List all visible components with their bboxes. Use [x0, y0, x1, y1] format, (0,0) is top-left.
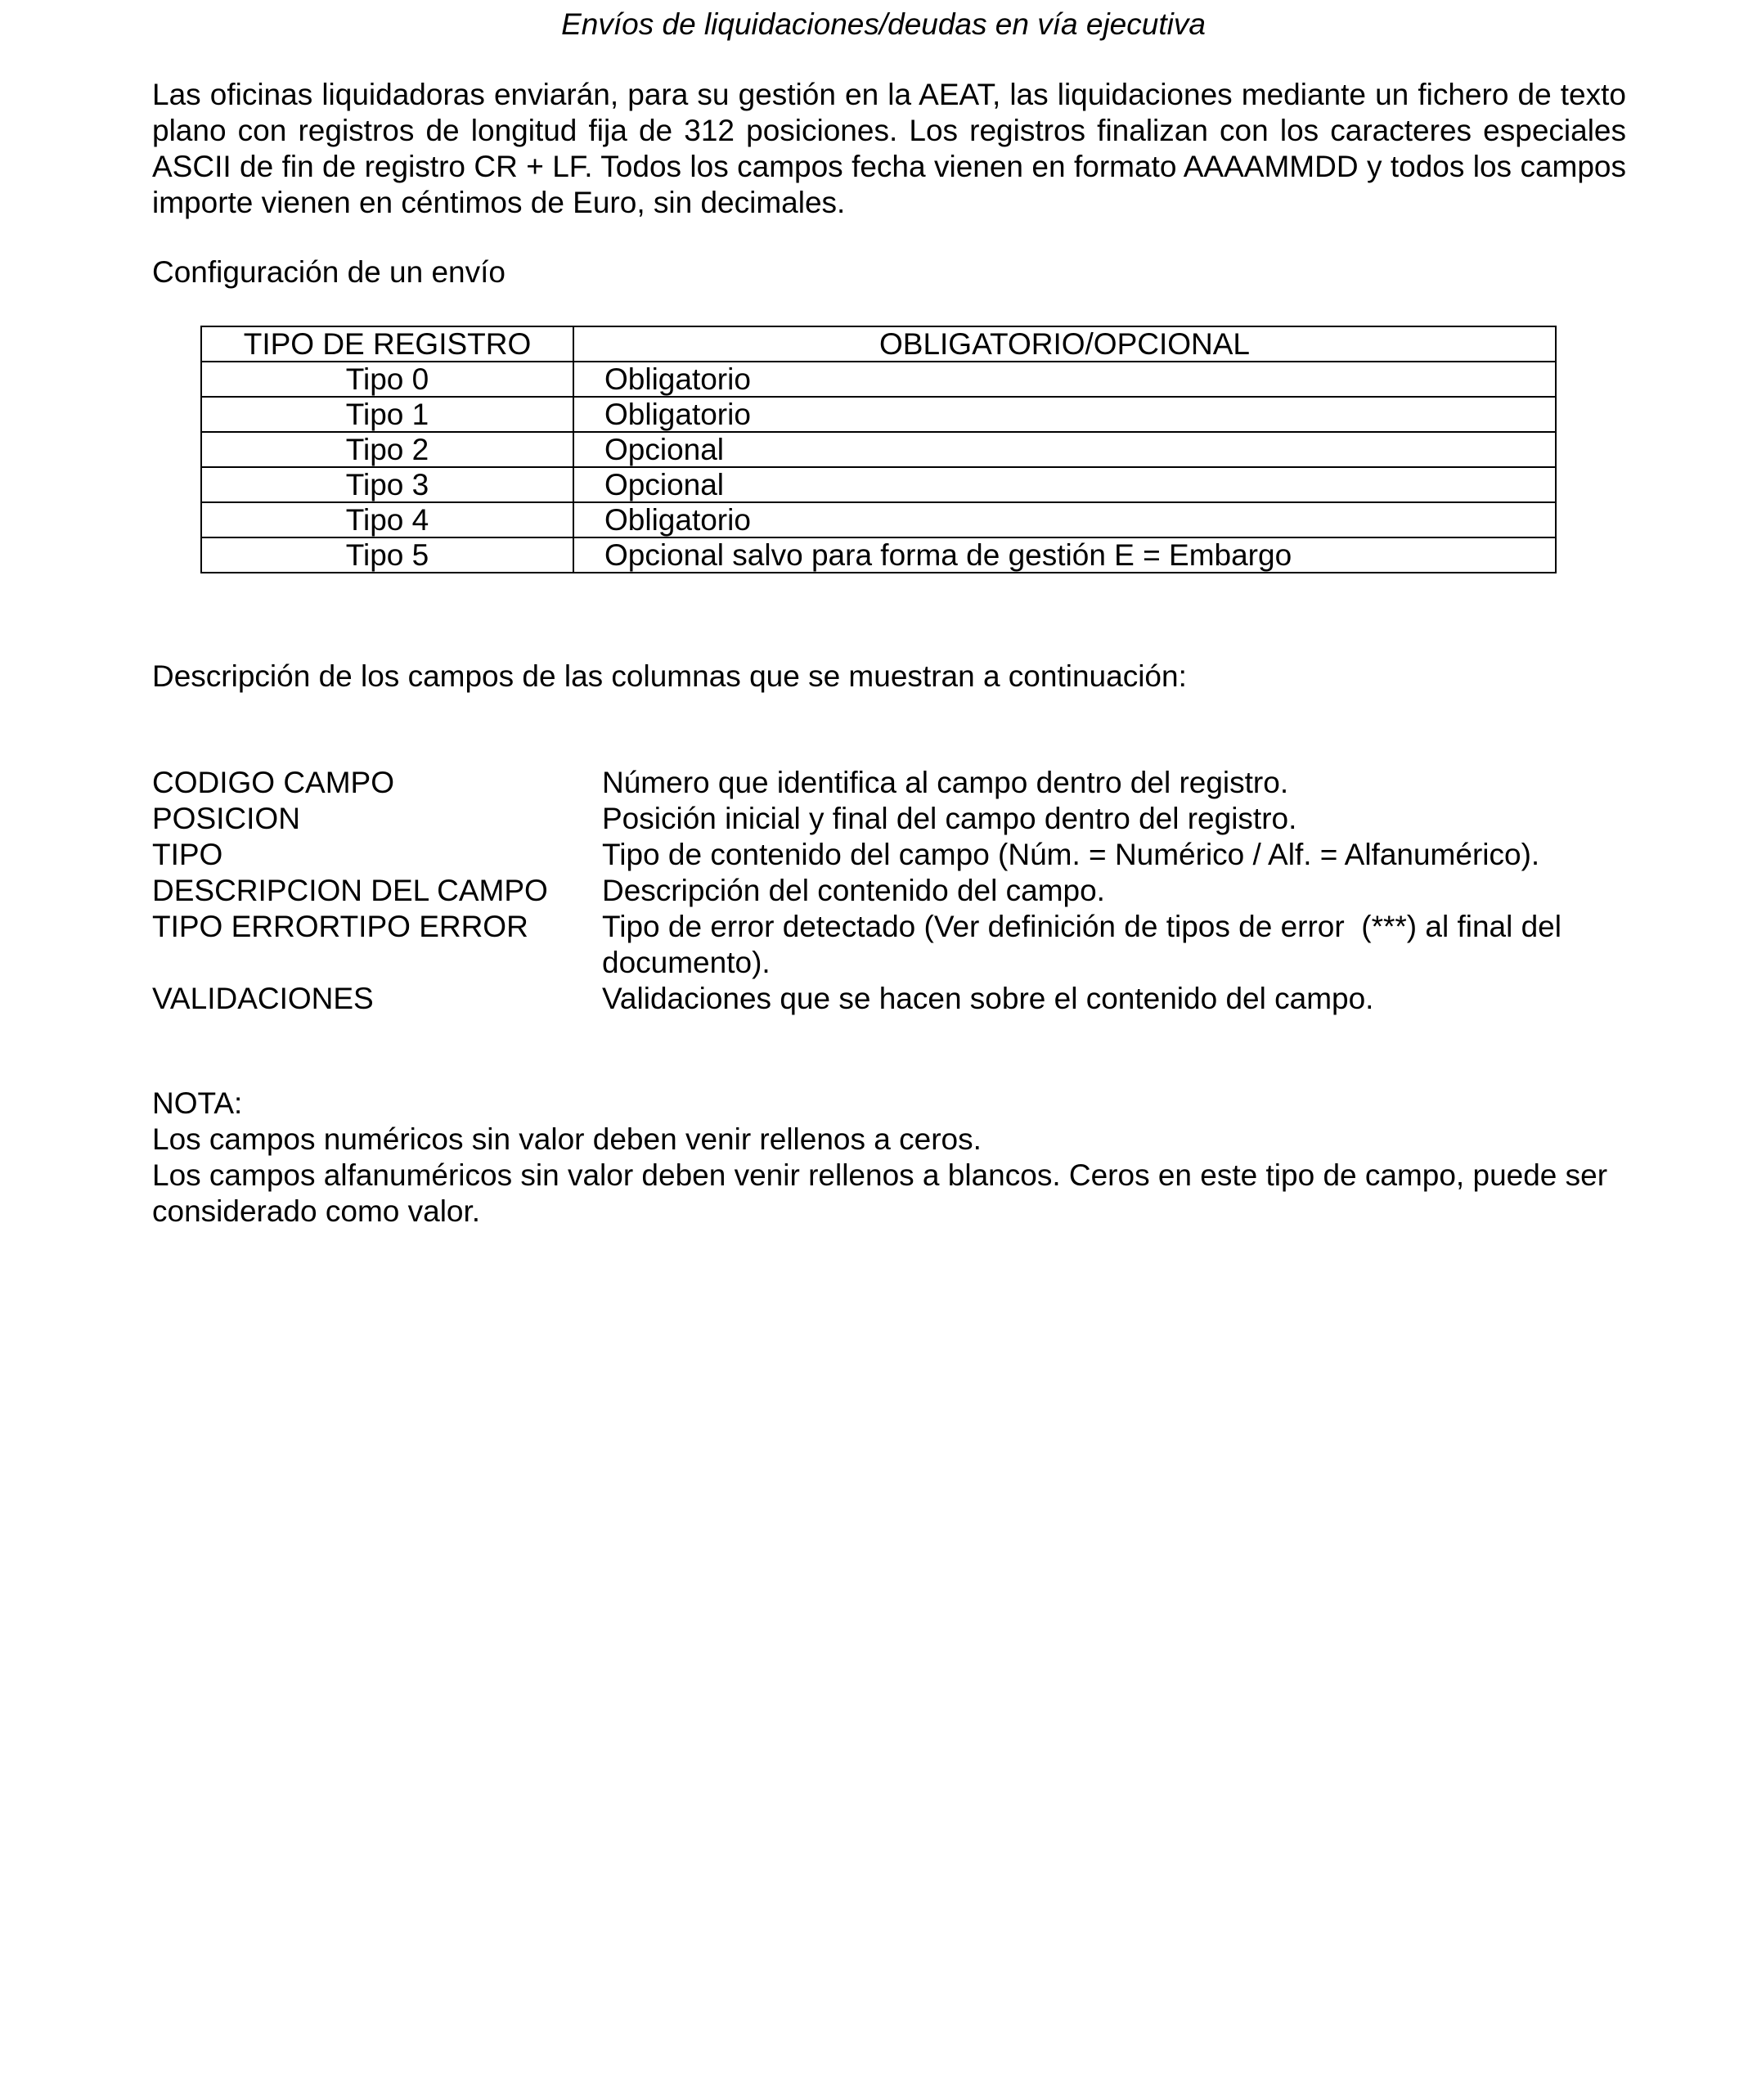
field-name: VALIDACIONES: [152, 982, 374, 1015]
field-description: Descripción del contenido del campo.: [602, 874, 1105, 907]
table-row: [201, 537, 1556, 573]
table-row: [201, 467, 1556, 502]
field-description: Tipo de error detectado (Ver definición de tipos de error (***) al final del documento).: [602, 910, 1570, 979]
field-definitions-list: [152, 765, 1641, 1017]
field-description: Número que identifica al campo dentro del registro.: [602, 766, 1289, 799]
note-line: Los campos numéricos sin valor deben venir rellenos a ceros.: [152, 1122, 982, 1156]
record-type-cell: Tipo 3: [201, 467, 573, 502]
field-name: TIPO ERRORTIPO ERROR: [152, 910, 528, 943]
field-description: Validaciones que se hacen sobre el contenido del campo.: [602, 982, 1374, 1015]
requirement-cell: Opcional salvo para forma de gestión E = Embargo: [573, 537, 1556, 573]
field-name: DESCRIPCION DEL CAMPO: [152, 874, 548, 907]
requirement-cell: Obligatorio: [573, 397, 1556, 432]
column-header-tipo-registro: TIPO DE REGISTRO: [201, 326, 573, 362]
requirement-cell: Obligatorio: [573, 502, 1556, 537]
field-name: TIPO: [152, 838, 223, 871]
config-label: Configuración de un envío: [152, 255, 506, 289]
table-row: [201, 432, 1556, 467]
record-type-cell: Tipo 2: [201, 432, 573, 467]
record-type-table: [200, 326, 1557, 573]
note-section: [152, 1086, 1626, 1230]
requirement-cell: Opcional: [573, 467, 1556, 502]
table-header-row: [201, 326, 1556, 362]
note-heading: NOTA:: [152, 1086, 243, 1120]
column-header-obligatorio-opcional: OBLIGATORIO/OPCIONAL: [573, 326, 1556, 362]
note-line: Los campos alfanuméricos sin valor deben venir rellenos a blancos. Ceros en este tipo de campo, puede ser considerado como valor.: [152, 1158, 1608, 1228]
document-title: Envíos de liquidaciones/deudas en vía ejecutiva: [561, 7, 1206, 41]
table-row: [201, 362, 1556, 397]
field-definition: [152, 873, 1641, 909]
table-row: [201, 502, 1556, 537]
field-definition: [152, 909, 1641, 981]
requirement-cell: Obligatorio: [573, 362, 1556, 397]
table-row: [201, 397, 1556, 432]
columns-description-label: Descripción de los campos de las columnas que se muestran a continuación:: [152, 659, 1187, 693]
field-description: Tipo de contenido del campo (Núm. = Numérico / Alf. = Alfanumérico).: [602, 838, 1540, 871]
requirement-cell: Opcional: [573, 432, 1556, 467]
field-name: POSICION: [152, 802, 300, 835]
record-type-cell: Tipo 0: [201, 362, 573, 397]
field-description: Posición inicial y final del campo dentro del registro.: [602, 802, 1297, 835]
field-name: CODIGO CAMPO: [152, 766, 395, 799]
intro-paragraph: Las oficinas liquidadoras enviarán, para su gestión en la AEAT, las liquidaciones mediante un fichero de texto plano con registros de longitud fija de 312 posiciones. Los registros finalizan con los caracteres especiales ASCII de fin de registro CR + LF. Todos los campos fecha vienen en formato AAAAMMDD y todos los campos importe vienen en céntimos de Euro, sin decimales.: [152, 78, 1626, 219]
field-definition: [152, 765, 1641, 801]
field-definition: [152, 837, 1641, 873]
field-definition: [152, 801, 1641, 837]
field-definition: [152, 981, 1641, 1017]
record-type-cell: Tipo 4: [201, 502, 573, 537]
record-type-cell: Tipo 5: [201, 537, 573, 573]
record-type-cell: Tipo 1: [201, 397, 573, 432]
